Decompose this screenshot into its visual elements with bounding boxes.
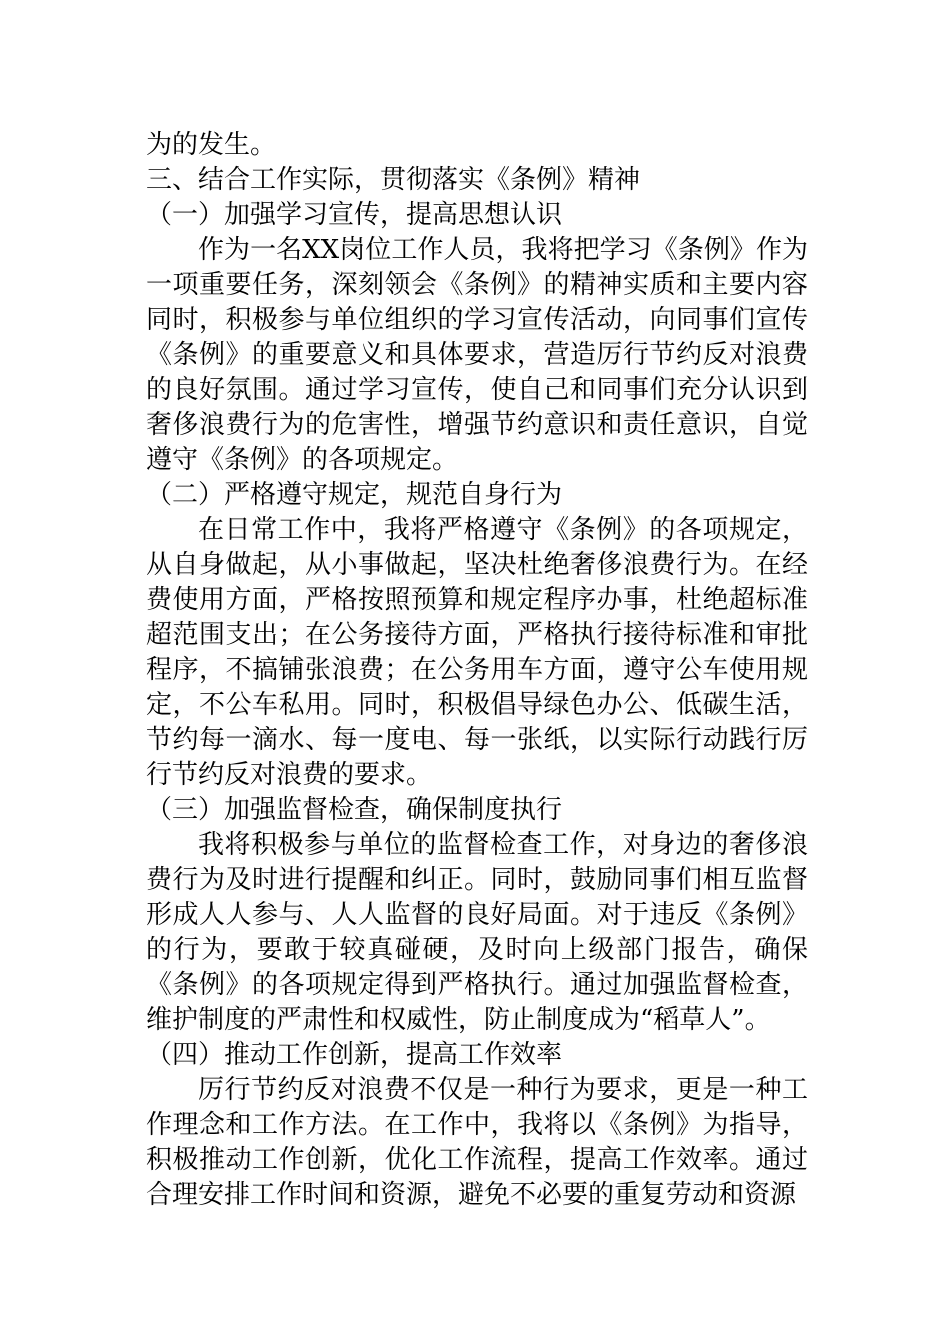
subsection-heading-3: （三）加强监督检查，确保制度执行 [146, 795, 563, 825]
paragraph-3: 我将积极参与单位的监督检查工作，对身边的奢侈浪费行为及时进行提醒和纠正。同时，鼓励同事们相互监督形成人人参与、人人监督的良好局面。对于违反《条例》的行为，要敢于较真碰硬，及时向上级部门报告，确保《条例》的各项规定得到严格执行。通过加强监督检查，维护制度的严肃性和权威性，防止制度成为“稻草人”。 [146, 830, 808, 1035]
section-heading: 三、结合工作实际，贯彻落实《条例》精神 [146, 165, 641, 195]
document-body [146, 128, 808, 1213]
subsection-heading-2: （二）严格遵守规定，规范自身行为 [146, 480, 563, 510]
subsection-heading-1: （一）加强学习宣传，提高思想认识 [146, 200, 563, 230]
paragraph-2: 在日常工作中，我将严格遵守《条例》的各项规定，从自身做起，从小事做起，坚决杜绝奢侈浪费行为。在经费使用方面，严格按照预算和规定程序办事，杜绝超标准超范围支出；在公务接待方面，严格执行接待标准和审批程序，不搞铺张浪费；在公务用车方面，遵守公车使用规定，不公车私用。同时，积极倡导绿色办公、低碳生活，节约每一滴水、每一度电、每一张纸，以实际行动践行厉行节约反对浪费的要求。 [146, 515, 808, 790]
paragraph-continued: 为的发生。 [146, 130, 277, 160]
paragraph-4: 厉行节约反对浪费不仅是一种行为要求，更是一种工作理念和工作方法。在工作中，我将以《条例》为指导，积极推动工作创新，优化工作流程，提高工作效率。通过合理安排工作时间和资源，避免不必要的重复劳动和资源 [146, 1075, 808, 1210]
paragraph-1: 作为一名XX岗位工作人员，我将把学习《条例》作为一项重要任务，深刻领会《条例》的精神实质和主要内容同时，积极参与单位组织的学习宣传活动，向同事们宣传《条例》的重要意义和具体要求，营造厉行节约反对浪费的良好氛围。通过学习宣传，使自己和同事们充分认识到奢侈浪费行为的危害性，增强节约意识和责任意识，自觉遵守《条例》的各项规定。 [146, 235, 808, 475]
subsection-heading-4: （四）推动工作创新，提高工作效率 [146, 1040, 563, 1070]
